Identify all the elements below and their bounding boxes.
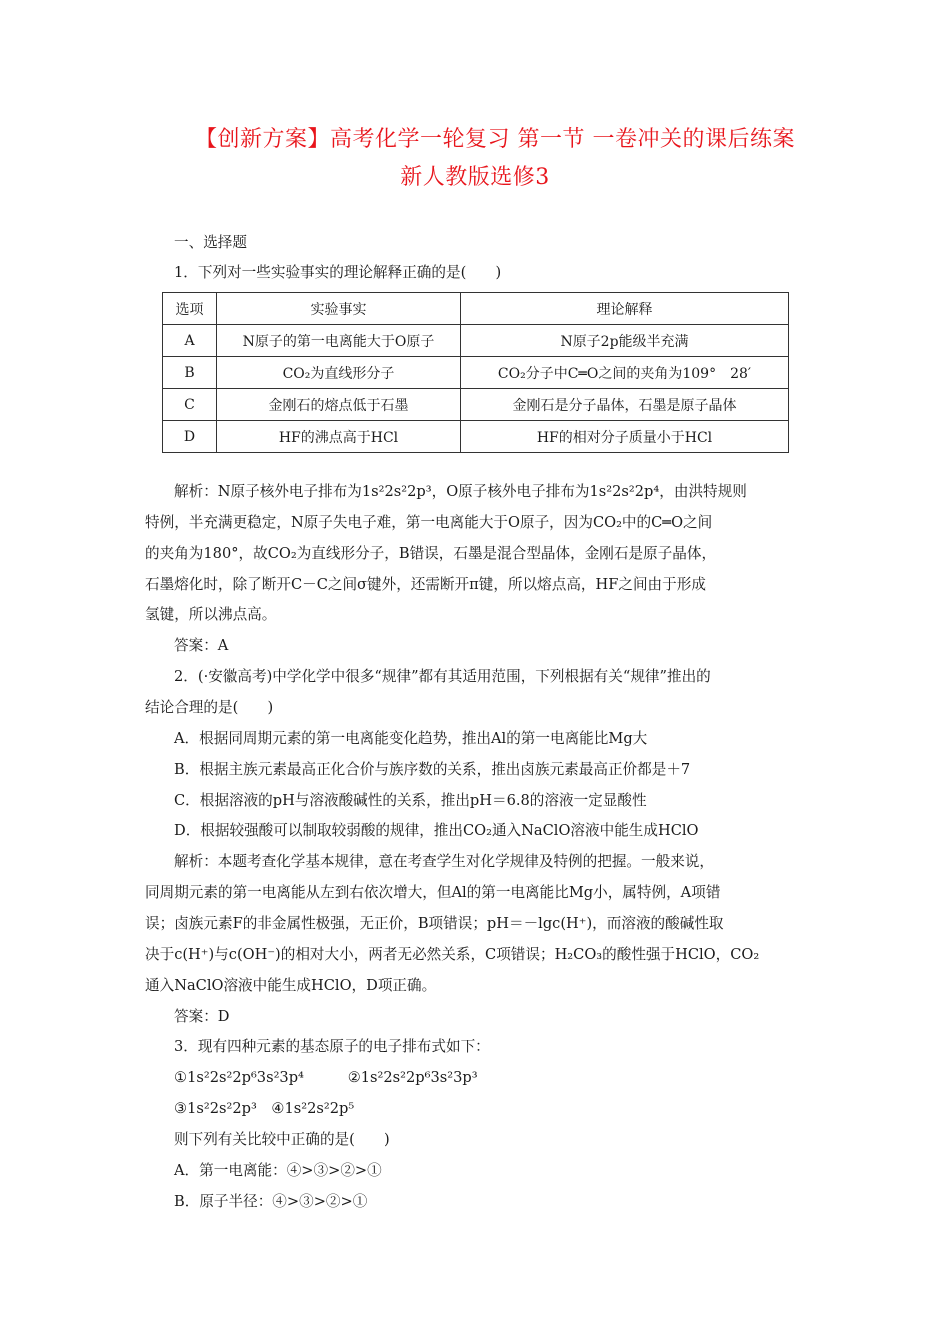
- q2-analysis-line: 通入NaClO溶液中能生成HClO，D项正确。: [145, 977, 437, 994]
- table-cell: N原子的第一电离能大于O原子: [217, 325, 461, 357]
- section-heading: 一、选择题: [174, 234, 247, 251]
- table-cell: 金刚石的熔点低于石墨: [217, 389, 461, 421]
- q1-analysis-line: 的夹角为180°，故CO₂为直线形分子，B错误，石墨是混合型晶体，金刚石是原子晶体，: [145, 545, 717, 562]
- doc-title-line2: 新人教版选修3: [400, 165, 550, 190]
- table-cell: A: [163, 325, 217, 357]
- q1-analysis-line: 特例，半充满更稳定，N原子失电子难，第一电离能大于O原子，因为CO₂中的C═O之间: [145, 514, 713, 531]
- q2-analysis-line: 误；卤族元素F的非金属性极强，无正价，B项错误；pH＝－lgc(H⁺)，而溶液的酸碱性取: [145, 915, 724, 932]
- q3-configs-line1: ①1s²2s²2p⁶3s²3p⁴ ②1s²2s²2p⁶3s²3p³: [174, 1069, 478, 1086]
- q3-configs-line2: ③1s²2s²2p³ ④1s²2s²2p⁵: [174, 1100, 355, 1117]
- q2-analysis-line: 决于c(H⁺)与c(OH⁻)的相对大小，两者无必然关系，C项错误；H₂CO₃的酸性强于HClO，CO₂: [145, 946, 760, 963]
- table-cell: C: [163, 389, 217, 421]
- table-row: [163, 421, 789, 453]
- q1-answer: 答案：A: [174, 637, 229, 654]
- table-header-cell: 选项: [163, 293, 217, 325]
- table-cell: D: [163, 421, 217, 453]
- table-cell: 金刚石是分子晶体，石墨是原子晶体: [461, 389, 789, 421]
- q2-analysis-line: 解析：本题考查化学基本规律，意在考查学生对化学规律及特例的把握。一般来说，: [174, 853, 714, 870]
- q3-stem: 3．现有四种元素的基态原子的电子排布式如下：: [174, 1038, 490, 1055]
- q3-option-b: B．原子半径：④>③>②>①: [174, 1193, 368, 1210]
- q1-stem: 1．下列对一些实验事实的理论解释正确的是( ): [174, 264, 502, 281]
- table-cell: HF的沸点高于HCl: [217, 421, 461, 453]
- q2-option-c: C．根据溶液的pH与溶液酸碱性的关系，推出pH＝6.8的溶液一定显酸性: [174, 792, 647, 809]
- q2-stem-line: 2．(·安徽高考)中学化学中很多“规律”都有其适用范围，下列根据有关“规律”推出的: [174, 668, 711, 685]
- q2-option-a: A．根据同周期元素的第一电离能变化趋势，推出Al的第一电离能比Mg大: [174, 730, 648, 747]
- table-cell: HF的相对分子质量小于HCl: [461, 421, 789, 453]
- table-row: [163, 325, 789, 357]
- table-cell: N原子2p能级半充满: [461, 325, 789, 357]
- q2-analysis-line: 同周期元素的第一电离能从左到右依次增大，但Al的第一电离能比Mg小，属特例，A项错: [145, 884, 721, 901]
- q2-option-b: B．根据主族元素最高正化合价与族序数的关系，推出卤族元素最高正价都是＋7: [174, 761, 691, 778]
- doc-title-line1: 【创新方案】高考化学一轮复习 第一节 一卷冲关的课后练案: [195, 127, 795, 152]
- q3-question: 则下列有关比较中正确的是( ): [174, 1131, 390, 1148]
- table-header-row: [163, 293, 789, 325]
- q2-stem-line: 结论合理的是( ): [145, 699, 274, 716]
- q3-option-a: A．第一电离能：④>③>②>①: [174, 1162, 382, 1179]
- q2-option-d: D．根据较强酸可以制取较弱酸的规律，推出CO₂通入NaClO溶液中能生成HClO: [174, 822, 699, 839]
- table-cell: CO₂为直线形分子: [217, 357, 461, 389]
- q1-table: [162, 292, 789, 453]
- q2-answer: 答案：D: [174, 1008, 230, 1025]
- q1-analysis-line: 解析：N原子核外电子排布为1s²2s²2p³，O原子核外电子排布为1s²2s²2p⁴，由洪特规则: [174, 483, 747, 500]
- table-header-cell: 理论解释: [461, 293, 789, 325]
- q1-analysis-line: 氢键，所以沸点高。: [145, 606, 277, 623]
- table-header-cell: 实验事实: [217, 293, 461, 325]
- q1-analysis-line: 石墨熔化时，除了断开C－C之间σ键外，还需断开π键，所以熔点高，HF之间由于形成: [145, 576, 706, 593]
- table-row: [163, 357, 789, 389]
- table-cell: B: [163, 357, 217, 389]
- table-cell: CO₂分子中C═O之间的夹角为109° 28′: [461, 357, 789, 389]
- table-row: [163, 389, 789, 421]
